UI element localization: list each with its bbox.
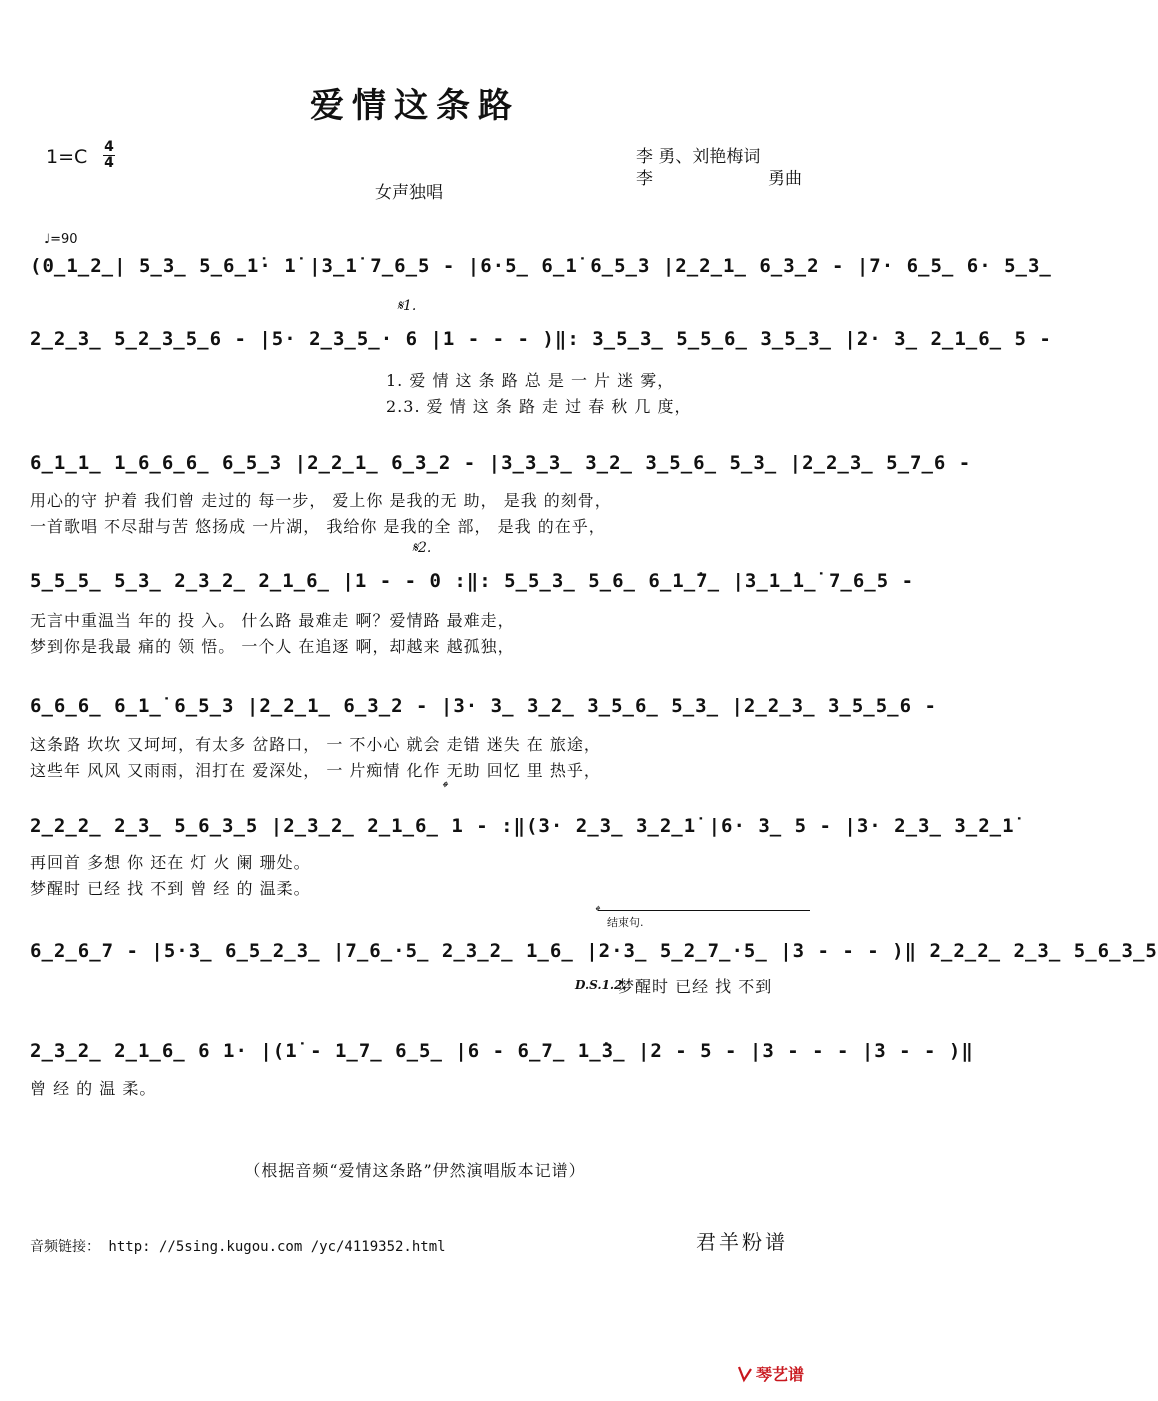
row-5-verse-2: 这些年 风风 又雨雨，泪打在 爱深处， 一 片痴情 化作 无助 回忆 里 热乎， <box>30 761 601 780</box>
segno-2-icon: 𝄋2. <box>412 540 432 556</box>
coda-bracket <box>598 910 810 911</box>
coda-icon: 𝄌 <box>441 778 447 796</box>
credits <box>636 146 802 190</box>
composer-credit-a: 李 <box>636 169 653 189</box>
score-row-1: (0̲1̲2̲| 5̲3̲ 5̲6̲1̇· 1̇ |3̲1̇ 7̲6̲5 - |6·5̲ 6̲1̇ 6̲5̲3 |2̲2̲1̲ 6̲3̲2 - |7· 6̲5̲ 6· 5̲3̲ <box>30 255 1052 277</box>
row-8-lyric: 曾 经 的 温 柔。 <box>30 1079 157 1098</box>
score-row-3: 6̲1̲1̲ 1̲6̲6̲6̲ 6̲5̲3 |2̲2̲1̲ 6̲3̲2 - |3̲3̲3̲ 3̲2̲ 3̲5̲6̲ 5̲3̲ |2̲2̲3̲ 5̲7̲6 - <box>30 452 972 474</box>
coda-label: 结束句. <box>607 916 644 929</box>
time-signature-top: 4 <box>104 139 114 155</box>
music-note-icon <box>736 1365 754 1383</box>
time-signature-bottom: 4 <box>104 155 114 171</box>
score-row-7: 6̲2̲6̲7 - |5·3̲ 6̲5̲2̲3̲ |7̲6̲·5̲ 2̲3̲2̲ 1̲6̲ |2·3̲ 5̲2̲7̲·5̲ |3 - - - )‖ 2̲2̲2̲ 2̲3̲ 5̲6̲3̲5 <box>30 940 1158 962</box>
coda-ending-icon: 𝄌 <box>594 904 599 919</box>
row-3-verse-2: 一首歌唱 不尽甜与苦 悠扬成 一片湖， 我给你 是我的全 部， 是我 的在乎， <box>30 517 606 536</box>
ds-mark: D.S.1.2. <box>575 978 627 992</box>
score-row-6: 2̲2̲2̲ 2̲3̲ 5̲6̲3̲5 |2̲3̲2̲ 2̲1̲6̲ 1 - :‖(3· 2̲3̲ 3̲2̲1̇ |6· 3̲ 5 - |3· 2̲3̲ 3̲2̲1̇ <box>30 815 1015 837</box>
audio-link[interactable]: 音频链接： http: //5sing.kugou.com /yc/4119352.html <box>30 1239 446 1255</box>
segno-1-icon: 𝄋1. <box>397 298 417 314</box>
row-7-lyric: 梦醒时 已经 找 不到 <box>618 977 773 996</box>
score-row-8: 2̲3̲2̲ 2̲1̲6̲ 6 1· |(1̇ - 1̲7̲ 6̲5̲ |6 - 6̲7̲ 1̲̇3̲ |2 - 5 - |3 - - - |3 - - )‖ <box>30 1040 974 1062</box>
composer-credit <box>636 168 802 190</box>
row-2-verse-2: 2.3. 爱 情 这 条 路 走 过 春 秋 几 度， <box>386 397 692 416</box>
row-6-verse-1: 再回首 多想 你 还在 灯 火 阑 珊处。 <box>30 853 311 872</box>
site-logo-text: 琴艺谱 <box>756 1365 805 1384</box>
lyricist-credit: 李 勇、刘艳梅词 <box>636 147 761 167</box>
row-4-verse-2: 梦到你是我最 痛的 领 悟。 一个人 在追逐 啊，却越来 越孤独， <box>30 637 515 656</box>
row-6-verse-2: 梦醒时 已经 找 不到 曾 经 的 温柔。 <box>30 879 311 898</box>
row-4-verse-1: 无言中重温当 年的 投 入。 什么路 最难走 啊？爱情路 最难走， <box>30 611 515 630</box>
transcriber-signature: 君羊粉谱 <box>696 1230 788 1254</box>
score-row-4: 5̲5̲5̲ 5̲3̲ 2̲3̲2̲ 2̲1̲6̲ |1 - - 0 :‖: 5̲5̲3̲ 5̲6̲ 6̲1̲̇7̲ |3̲1̲̇1̲̇ 7̲6̲5 - <box>30 570 915 592</box>
composer-credit-b: 勇曲 <box>768 169 802 189</box>
row-3-verse-1: 用心的守 护着 我们曾 走过的 每一步， 爱上你 是我的无 助， 是我 的刻骨， <box>30 491 612 510</box>
transcription-note: （根据音频“爱情这条路”伊然演唱版本记谱） <box>244 1161 586 1180</box>
row-2-verse-1: 1. 爱 情 这 条 路 总 是 一 片 迷 雾， <box>386 371 675 390</box>
row-5-verse-1: 这条路 坎坎 又坷坷，有太多 岔路口， 一 不小心 就会 走错 迷失 在 旅途， <box>30 735 601 754</box>
key-signature: 1=C <box>46 146 88 168</box>
time-signature <box>102 140 116 171</box>
page-title: 爱情这条路 <box>310 86 520 126</box>
tempo-mark: ♩=90 <box>44 232 78 247</box>
site-logo <box>736 1362 804 1385</box>
score-row-2: 2̲2̲3̲ 5̲2̲3̲5̲6 - |5· 2̲3̲5̲· 6 |1 - - - )‖: 3̲5̲3̲ 5̲5̲6̲ 3̲5̲3̲ |2· 3̲ 2̲1̲6̲ 5 - <box>30 328 1052 350</box>
score-row-5: 6̲6̲6̲ 6̲1̲̇ 6̲5̲3 |2̲2̲1̲ 6̲3̲2 - |3· 3̲ 3̲2̲ 3̲5̲6̲ 5̲3̲ |2̲2̲3̲ 3̲5̲5̲6 - <box>30 695 937 717</box>
voice-type: 女声独唱 <box>375 183 443 203</box>
